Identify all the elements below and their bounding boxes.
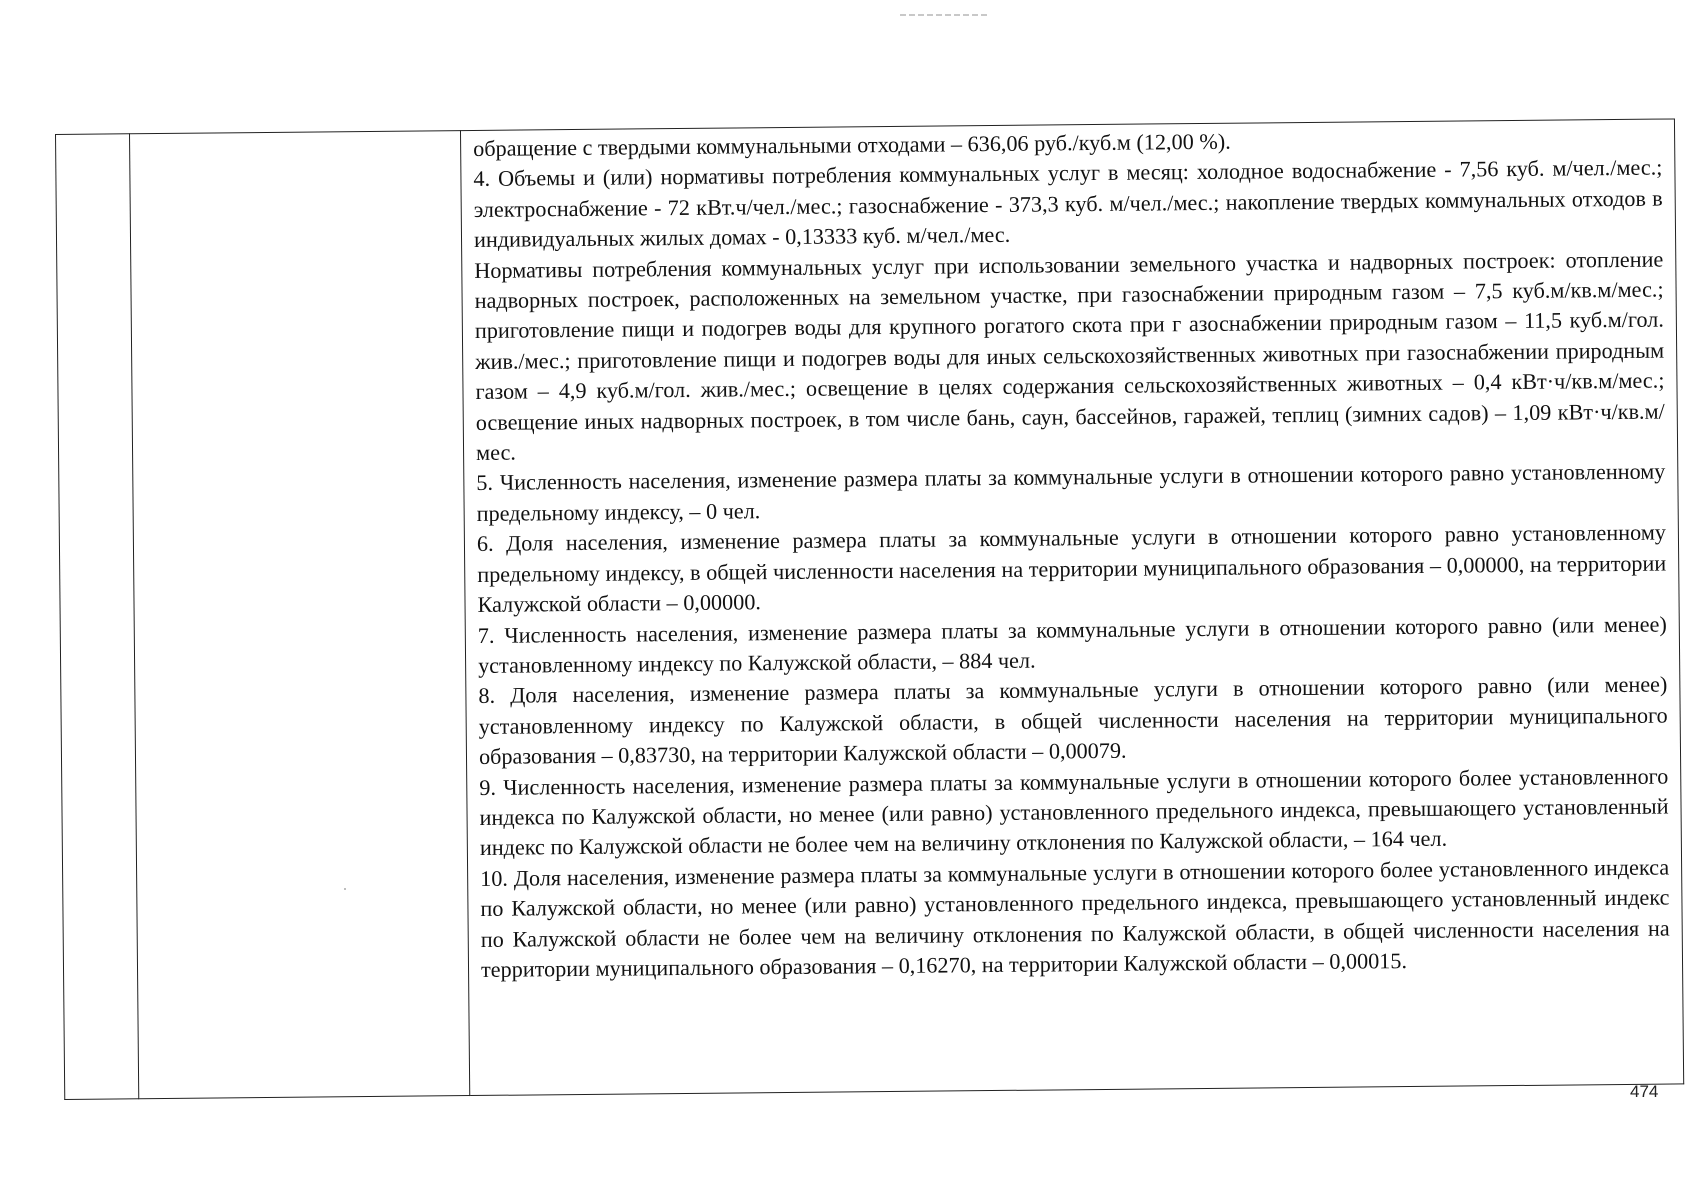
paragraph-item-7: 7. Численность населения, изменение размера платы за коммунальные услуги в отношении которого равно (или менее) установленному индексу по Калужской области, – 884 чел. bbox=[477, 611, 1667, 678]
content-table bbox=[55, 118, 1684, 1100]
table-row bbox=[56, 119, 1684, 1099]
paragraph-item-10: 10. Доля населения, изменение размера платы за коммунальные услуги в отношении которого более установленного индекса по Калужской области, но менее (или равно) установленного предельного индекса, превышающего установленный индекс по Калужской области не более чем на величину отклонения по Калужской области, в общей численности населения на территории муниципального образования – 0,16270, на территории Калужской области – 0,00015. bbox=[480, 854, 1670, 982]
paragraph-item-4: 4. Объемы и (или) нормативы потребления коммунальных услуг в месяц: холодное водоснабжение - 7,56 куб. м/чел./мес.; электроснабжение - 72 кВт.ч/чел./мес.; газоснабжение - 373,3 куб. м/чел./мес.; накопление твердых коммунальных отходов в индивидуальных жилых домах - 0,13333 куб. м/чел./мес. bbox=[473, 154, 1663, 253]
table-cell-name bbox=[130, 131, 470, 1099]
paragraph-item-5: 5. Численность населения, изменение размера платы за коммунальные услуги в отношении которого равно установленному предельному индексу, – 0 чел. bbox=[476, 459, 1666, 526]
table-cell-content bbox=[460, 119, 1683, 1096]
scan-speck bbox=[344, 888, 346, 890]
paragraph-item-6: 6. Доля населения, изменение размера платы за коммунальные услуги в отношении которого равно установленному предельному индексу, в общей численности населения на территории муниципального образования – 0,00000, на территории Калужской области – 0,00000. bbox=[476, 519, 1667, 618]
document-table-fragment bbox=[55, 118, 1684, 1100]
scan-artifact bbox=[900, 14, 990, 16]
paragraph-item-9: 9. Численность населения, изменение размера платы за коммунальные услуги в отношении которого более установленного индекса по Калужской области, но менее (или равно) установленного предельного индекса, превышающего установленный индекс по Калужской области не более чем на величину отклонения по Калужской области, – 164 чел. bbox=[479, 763, 1669, 861]
table-cell-number bbox=[56, 134, 139, 1100]
paragraph-item-8: 8. Доля населения, изменение размера платы за коммунальные услуги в отношении которого равно (или менее) установленному индексу по Калужской области, в общей численности населения на территории муниципального образования – 0,83730, на территории Калужской области – 0,00079. bbox=[478, 671, 1668, 770]
page-number: 474 bbox=[1630, 1082, 1659, 1101]
paragraph-waste-tariff: обращение с твердыми коммунальными отходами – 636,06 руб./куб.м (12,00 %). bbox=[473, 128, 1231, 161]
paragraph-land-norms: Нормативы потребления коммунальных услуг при использовании земельного участка и надворных построек: отопление надворных построек, расположенных на земельном участке, при газоснабжении природным газом – 7,5 куб.м/кв.м/мес.; приготовление пищи и подогрев воды для крупного рогатого скота при г азоснабжении природным газом – 11,5 куб.м/гол. жив./мес.; приготовление пищи и подогрев воды для иных сельскохозяйственных животных при газоснабжении природным газом – 4,9 куб.м/гол. жив./мес.; освещение в целях содержания сельскохозяйственных животных – 0,4 кВт·ч/кв.м/мес.; освещение иных надворных построек, в том числе бань, саун, бассейнов, гаражей, теплиц (зимних садов) – 1,09 кВт·ч/кв.м/мес. bbox=[474, 246, 1665, 466]
